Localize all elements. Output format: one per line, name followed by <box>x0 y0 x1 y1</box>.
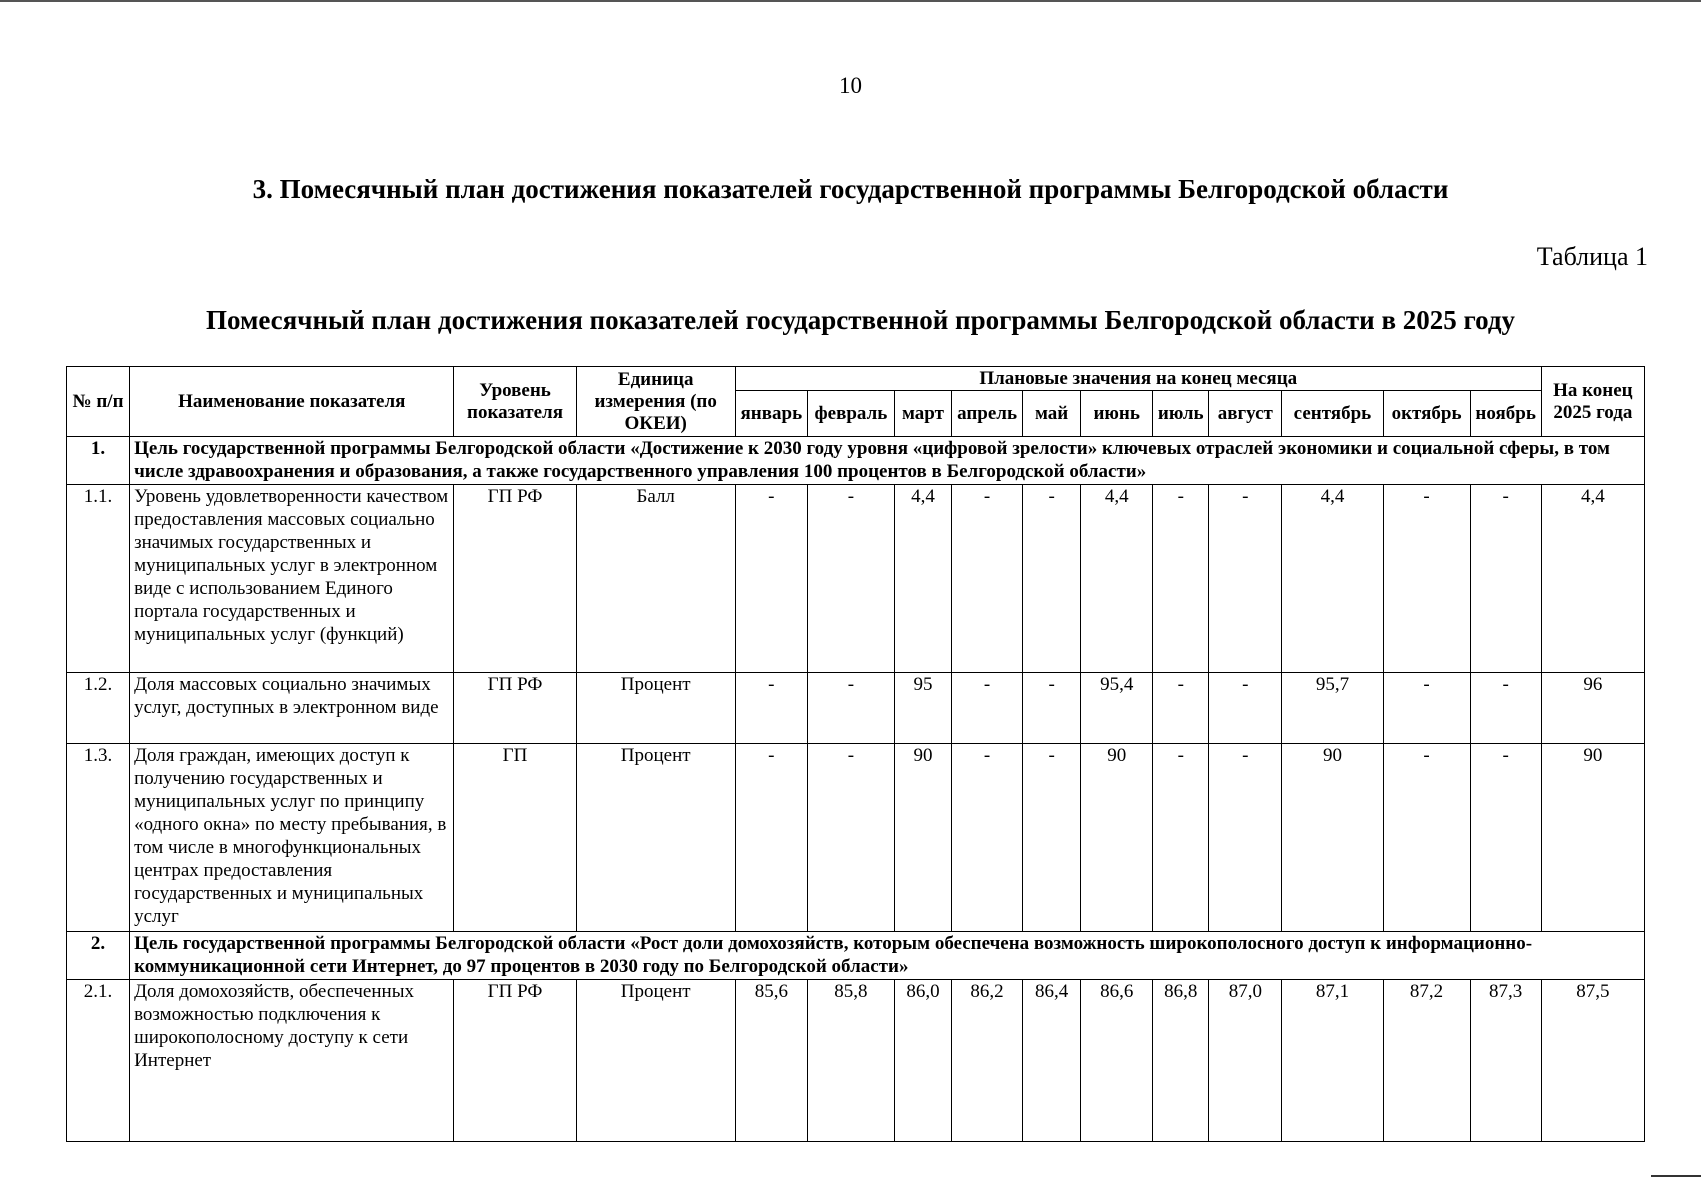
indicator-unit: Процент <box>576 980 735 1142</box>
year-end-value: 4,4 <box>1541 485 1644 673</box>
month-value: - <box>735 485 807 673</box>
month-value: 4,4 <box>1081 485 1153 673</box>
month-value: - <box>807 485 894 673</box>
header-num: № п/п <box>67 367 130 437</box>
table-label: Таблица 1 <box>1536 242 1648 271</box>
top-rule <box>0 0 1701 2</box>
month-value: - <box>1023 673 1081 744</box>
month-value: - <box>1383 744 1470 932</box>
row-number: 2.1. <box>67 980 130 1142</box>
month-value: - <box>735 673 807 744</box>
goal-text: Цель государственной программы Белгородской области «Рост доли домохозяйств, которым обеспечена возможность широкополосного доступ к информационно-коммуникационной сети Интернет, до 97 процентов в 2030 году по Белгородской области» <box>130 932 1645 980</box>
month-value: - <box>1209 744 1282 932</box>
header-month: ноябрь <box>1470 391 1541 437</box>
month-value: 87,0 <box>1209 980 1282 1142</box>
month-value: 87,3 <box>1470 980 1541 1142</box>
indicator-level: ГП РФ <box>454 980 576 1142</box>
indicator-unit: Балл <box>576 485 735 673</box>
month-value: - <box>952 744 1023 932</box>
month-value: - <box>1023 744 1081 932</box>
indicator-level: ГП РФ <box>454 673 576 744</box>
header-month: июнь <box>1081 391 1153 437</box>
header-month: октябрь <box>1383 391 1470 437</box>
month-value: 90 <box>1081 744 1153 932</box>
header-month: сентябрь <box>1282 391 1383 437</box>
month-value: - <box>952 485 1023 673</box>
month-value: - <box>1209 485 1282 673</box>
bottom-mark <box>1651 1175 1701 1177</box>
month-value: 86,8 <box>1153 980 1209 1142</box>
header-month: май <box>1023 391 1081 437</box>
header-month: июль <box>1153 391 1209 437</box>
month-value: 86,2 <box>952 980 1023 1142</box>
month-value: - <box>1470 744 1541 932</box>
goal-number: 2. <box>67 932 130 980</box>
month-value: 86,6 <box>1081 980 1153 1142</box>
month-value: 86,4 <box>1023 980 1081 1142</box>
goal-row <box>67 932 1645 980</box>
row-number: 1.1. <box>67 485 130 673</box>
indicator-unit: Процент <box>576 673 735 744</box>
month-value: 4,4 <box>1282 485 1383 673</box>
row-number: 1.3. <box>67 744 130 932</box>
month-value: 4,4 <box>894 485 951 673</box>
section-title: 3. Помесячный план достижения показателей государственной программы Белгородской области <box>252 174 1449 204</box>
header-unit: Единица измерения (по ОКЕИ) <box>576 367 735 437</box>
header-month: август <box>1209 391 1282 437</box>
month-value: - <box>1023 485 1081 673</box>
indicator-name: Доля домохозяйств, обеспеченных возможностью подключения к широкополосному доступу к сети Интернет <box>130 980 454 1142</box>
month-value: - <box>1153 744 1209 932</box>
month-value: 85,8 <box>807 980 894 1142</box>
header-month: февраль <box>807 391 894 437</box>
month-value: 87,2 <box>1383 980 1470 1142</box>
header-planned: Плановые значения на конец месяца <box>735 367 1541 391</box>
month-value: - <box>1383 485 1470 673</box>
indicator-unit: Процент <box>576 744 735 932</box>
month-value: 86,0 <box>894 980 951 1142</box>
month-value: 90 <box>1282 744 1383 932</box>
indicator-name: Доля граждан, имеющих доступ к получению государственных и муниципальных услуг по принципу «одного окна» по месту пребывания, в том числе в многофункциональных центрах предоставления государственных и муниципальных услуг <box>130 744 454 932</box>
row-number: 1.2. <box>67 673 130 744</box>
month-value: 85,6 <box>735 980 807 1142</box>
month-value: 90 <box>894 744 951 932</box>
page-number: 10 <box>839 73 862 98</box>
table-row <box>67 485 1645 673</box>
header-month: март <box>894 391 951 437</box>
table-row <box>67 673 1645 744</box>
goal-text: Цель государственной программы Белгородской области «Достижение к 2030 году уровня «цифровой зрелости» ключевых отраслей экономики и социальной сферы, в том числе здравоохранения и образования, а также государственного управления 100 процентов в Белгородской области» <box>130 437 1645 485</box>
month-value: 87,1 <box>1282 980 1383 1142</box>
month-value: 95 <box>894 673 951 744</box>
table-row <box>67 980 1645 1142</box>
month-value: - <box>1153 673 1209 744</box>
month-value: - <box>1153 485 1209 673</box>
month-value: - <box>1209 673 1282 744</box>
table-row <box>67 744 1645 932</box>
month-value: - <box>952 673 1023 744</box>
plan-table <box>66 366 1645 1142</box>
month-value: - <box>735 744 807 932</box>
month-value: - <box>1470 673 1541 744</box>
month-value: - <box>1383 673 1470 744</box>
indicator-level: ГП РФ <box>454 485 576 673</box>
indicator-name: Доля массовых социально значимых услуг, доступных в электронном виде <box>130 673 454 744</box>
month-value: - <box>1470 485 1541 673</box>
header-year-end: На конец 2025 года <box>1541 367 1644 437</box>
header-level: Уровень показателя <box>454 367 576 437</box>
indicator-level: ГП <box>454 744 576 932</box>
header-name: Наименование показателя <box>130 367 454 437</box>
month-value: 95,7 <box>1282 673 1383 744</box>
header-month: апрель <box>952 391 1023 437</box>
year-end-value: 90 <box>1541 744 1644 932</box>
month-value: - <box>807 673 894 744</box>
goal-number: 1. <box>67 437 130 485</box>
year-end-value: 87,5 <box>1541 980 1644 1142</box>
month-value: - <box>807 744 894 932</box>
indicator-name: Уровень удовлетворенности качеством предоставления массовых социально значимых государственных и муниципальных услуг в электронном виде с использованием Единого портала государственных и муниципальных услуг (функций) <box>130 485 454 673</box>
year-end-value: 96 <box>1541 673 1644 744</box>
header-month: январь <box>735 391 807 437</box>
table-title: Помесячный план достижения показателей государственной программы Белгородской области в 2025 году <box>205 305 1516 335</box>
goal-row <box>67 437 1645 485</box>
month-value: 95,4 <box>1081 673 1153 744</box>
